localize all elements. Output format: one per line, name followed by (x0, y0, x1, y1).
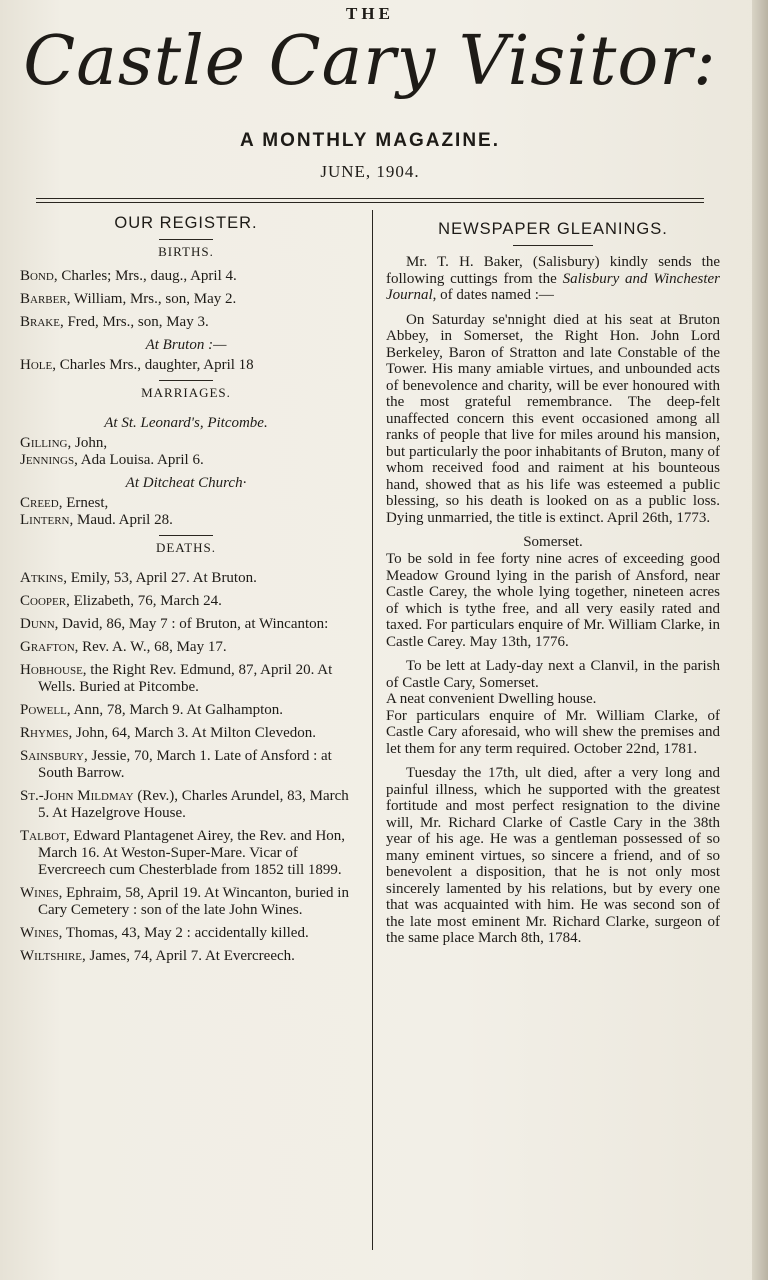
masthead-subtitle: A MONTHLY MAGAZINE. (239, 130, 501, 151)
births-place: At Bruton :— (145, 337, 227, 353)
cutting-sale: To be sold in fee forty nine acres of exceeding good Meadow Ground lying in the parish of Ansford, near Castle Carey, the whole lying together, nineteen acres of which is tythe free, and all very easily rated and taxed. For particulars enquire of Mr. William Clarke, in Castle Carey. May 13th, 1776. (386, 551, 720, 650)
marriage-entry: Lintern, Maud. April 28. (20, 512, 173, 528)
section-rule (159, 380, 213, 381)
death-entry: Hobhouse, the Right Rev. Edmund, 87, April 20. At Wells. Buried at Pitcombe. (20, 662, 333, 695)
death-entry: St.-John Mildmay (Rev.), Charles Arundel, 83, March 5. At Hazelgrove House. (20, 788, 349, 821)
masthead-rule (36, 198, 704, 199)
gleanings-column (386, 210, 720, 955)
marriages-heading: MARRIAGES. (141, 385, 231, 400)
birth-entry: Bond, Charles; Mrs., daug., April 4. (20, 268, 237, 284)
death-entry: Wines, Ephraim, 58, April 19. At Wincanton, buried in Cary Cemetery : son of the late John Wines. (20, 885, 349, 918)
register-heading: OUR REGISTER. (114, 214, 258, 232)
marriage-place: At St. Leonard's, Pitcombe. (104, 415, 268, 431)
journal-title: Salisbury and Winchester Journal (386, 270, 721, 303)
death-entry: Grafton, Rev. A. W., 68, May 17. (20, 639, 227, 655)
masthead-title: Castle Cary Visitor: (23, 22, 717, 101)
births-heading: BIRTHS. (158, 244, 214, 259)
gleanings-intro: Mr. T. H. Baker, (Salisbury) kindly sends the following cuttings from the Salisbury and Winchester Journal, of dates named :— (386, 254, 721, 303)
column-divider (372, 210, 373, 1250)
death-entry: Powell, Ann, 78, March 9. At Galhampton. (20, 702, 284, 718)
marriage-entry: Creed, Ernest, (20, 495, 109, 511)
death-entry: Atkins, Emily, 53, April 27. At Bruton. (20, 570, 257, 586)
page-edge (752, 0, 768, 1280)
section-rule (159, 535, 213, 536)
death-entry: Dunn, David, 86, May 7 : of Bruton, at Wincanton: (20, 616, 329, 632)
birth-entry: Brake, Fred, Mrs., son, May 3. (20, 314, 209, 330)
gleanings-heading: NEWSPAPER GLEANINGS. (438, 220, 668, 238)
death-entry: Sainsbury, Jessie, 70, March 1. Late of Ansford : at South Barrow. (20, 748, 332, 781)
cutting-dwelling: A neat convenient Dwelling house. (386, 691, 597, 707)
section-rule (513, 245, 593, 246)
register-column (20, 210, 352, 971)
marriage-entry: Jennings, Ada Louisa. April 6. (20, 452, 204, 468)
masthead-rule-secondary (36, 202, 704, 203)
birth-entry: Hole, Charles Mrs., daughter, April 18 (20, 357, 254, 373)
death-entry: Talbot, Edward Plantagenet Airey, the Rev. and Hon, March 16. At Weston-Super-Mare. Vicar of Evercreech cum Chesterblade from 1852 till 1899. (20, 828, 346, 878)
cutting-location: Somerset. (523, 534, 583, 550)
marriage-entry: Gilling, John, (20, 435, 108, 451)
birth-entry: Barber, William, Mrs., son, May 2. (20, 291, 237, 307)
death-entry: Wines, Thomas, 43, May 2 : accidentally killed. (20, 925, 309, 941)
death-entry: Rhymes, John, 64, March 3. At Milton Clevedon. (20, 725, 317, 741)
masthead-the: THE (346, 4, 394, 23)
issue-date: JUNE, 1904. (320, 162, 420, 181)
deaths-heading: DEATHS. (155, 540, 217, 555)
section-rule (159, 239, 213, 240)
marriage-place: At Ditcheat Church· (125, 475, 247, 491)
cutting-enquire: For particulars enquire of Mr. William Clarke, of Castle Cary aforesaid, who will shew the premises and let them for any term required. October 22nd, 1781. (386, 707, 720, 757)
death-entry: Wiltshire, James, 74, April 7. At Evercreech. (20, 948, 295, 964)
death-entry: Cooper, Elizabeth, 76, March 24. (20, 593, 222, 609)
cutting-berkeley: On Saturday se'nnight died at his seat at Bruton Abbey, in Somerset, the Right Hon. John Lord Berkeley, Baron of Stratton and late Constable of the Tower. His many amiable virtues, and unbounded acts of benevolence and charity, will be ever honoured with the most grateful remembrance. The deep-felt unaffected concern this event occasioned among all ranks of people that live for miles around his mansion, but particularly the poor inhabitants of Bruton, many of whom received food and raiment at his bounteous hand, showed that as his life was esteemed a public blessing, so his death is looked on as a public loss. Dying unmarried, the title is extinct. April 26th, 1773. (386, 311, 720, 526)
cutting-lett: To be lett at Lady-day next a Clanvil, in the parish of Castle Cary, Somerset. (386, 658, 720, 691)
cutting-clarke: Tuesday the 17th, ult died, after a very long and painful illness, which he supported with the greatest fortitude and most perfect resignation to the divine will, Mr. Richard Clarke of Castle Cary in the 38th year of his age. He was a gentleman possessed of so many eminent virtues, so sincere a friend, and of so benevolent a disposition, that he is not only most sincerely lamented by his relations, but by every one that was acquainted with him. He was second son of the late most eminent Mr. Richard Clarke, surgeon of the same place March 8th, 1784. (386, 765, 720, 946)
